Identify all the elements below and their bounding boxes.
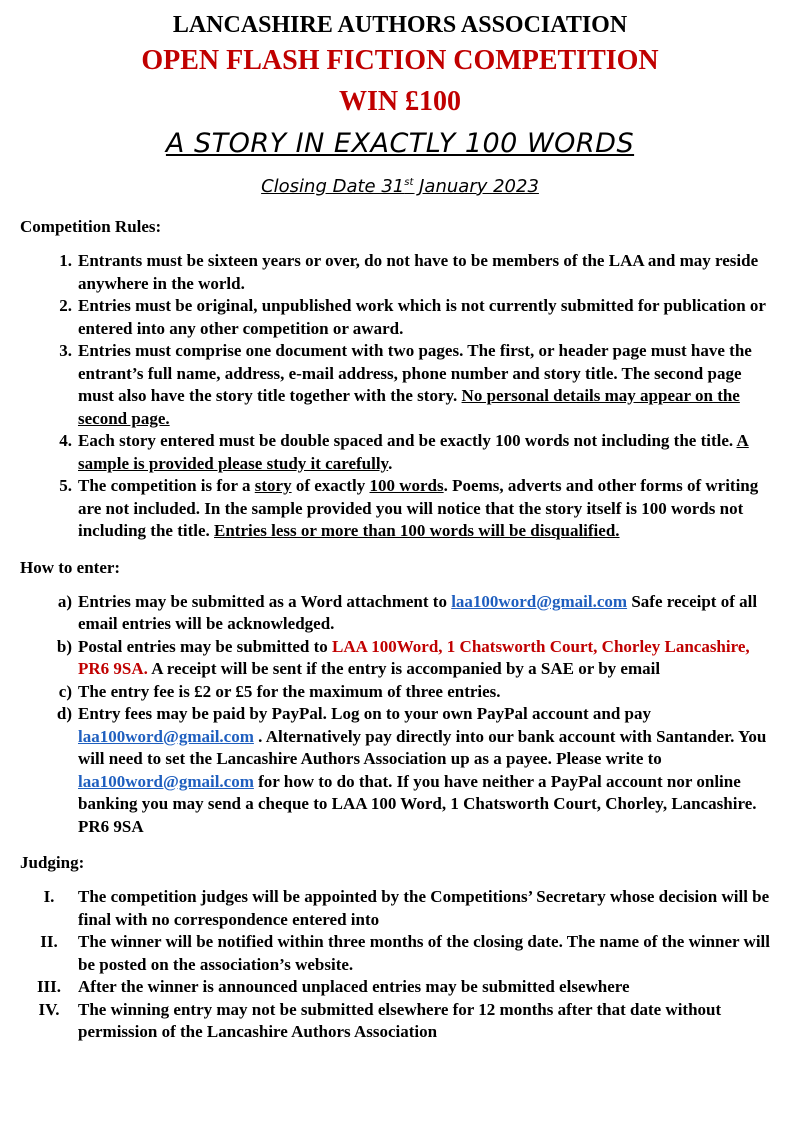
rules-heading: Competition Rules:	[20, 217, 162, 236]
text-run: for how to do that. If you have neither a PayPal account nor online banking you may send a cheque to LAA 100 Word, 1 Chatsworth Court, Chorley, Lancashire. PR6 9SA	[78, 771, 757, 836]
rules-list	[20, 250, 780, 543]
list-text	[78, 250, 780, 295]
text-run: The entry fee is £2 or £5 for the maximum of three entries.	[78, 681, 501, 701]
enter-heading: How to enter:	[20, 557, 121, 577]
underlined-text: No personal details may appear on the second page.	[78, 386, 740, 428]
list-marker: 2.	[59, 296, 72, 315]
list-text	[78, 430, 780, 475]
list-marker: a)	[57, 591, 72, 611]
list-marker: c)	[58, 681, 72, 701]
list-item	[20, 636, 780, 681]
text-run: Postal entries may be submitted to	[78, 636, 333, 656]
text-run: Entries may be submitted as a Word attachment to	[78, 591, 452, 611]
list-marker: 4.	[59, 431, 72, 450]
list-text	[78, 931, 780, 976]
list-item	[20, 475, 780, 543]
list-marker: b)	[56, 636, 72, 656]
list-text	[78, 636, 780, 681]
underlined-text: 100 words	[369, 476, 444, 495]
list-text	[78, 681, 780, 704]
list-marker: I.	[43, 887, 55, 906]
list-marker: 3.	[59, 341, 72, 360]
list-item	[20, 999, 780, 1044]
text-run: of exactly	[291, 476, 370, 495]
text-run: Entry fees may be paid by PayPal. Log on to your own PayPal account and pay	[78, 704, 652, 723]
text-run: The winner will be notified within three months of the closing date. The name of the winner will be posted on the association’s website.	[78, 932, 770, 974]
list-text	[78, 475, 780, 543]
postal-address: LAA 100Word, 1 Chatsworth Court, Chorley Lancashire, PR6 9SA.	[78, 636, 750, 678]
text-run: After the winner is announced unplaced entries may be submitted elsewhere	[78, 977, 630, 996]
text-run: The competition is for a	[78, 476, 255, 495]
tagline: A STORY IN EXACTLY 100 WORDS	[165, 128, 635, 159]
competition-title: OPEN FLASH FICTION COMPETITION	[141, 45, 659, 76]
text-run: Entrants must be sixteen years or over, do not have to be members of the LAA and may reside anywhere in the world.	[78, 251, 759, 293]
list-text	[78, 340, 780, 430]
email-link[interactable]: laa100word@gmail.com	[451, 591, 628, 611]
judging-heading: Judging:	[20, 853, 85, 872]
closing-suffix: January 2023	[413, 176, 539, 197]
text-run: . Poems, adverts and other forms of writing are not included. In the sample provided you will notice that the story itself is 100 words not including the title.	[78, 476, 759, 540]
list-item	[20, 931, 780, 976]
list-item	[20, 591, 780, 636]
list-marker: 1.	[59, 251, 72, 270]
list-item	[20, 886, 780, 931]
list-item	[20, 976, 780, 999]
list-item	[20, 681, 780, 704]
text-run: Entries must comprise one document with two pages. The first, or header page must have the entrant’s full name, address, e-mail address, phone number and story title. The second page must also have the story title together with the story.	[78, 341, 752, 405]
closing-sup: st	[404, 177, 414, 188]
underlined-text: A sample is provided please study it carefully	[78, 431, 749, 473]
org-name: LANCASHIRE AUTHORS ASSOCIATION	[172, 12, 628, 38]
list-item	[20, 703, 780, 838]
list-marker: d)	[56, 704, 72, 723]
email-link[interactable]: laa100word@gmail.com	[78, 726, 254, 746]
list-item	[20, 340, 780, 430]
list-marker: III.	[36, 977, 62, 996]
list-marker: 5.	[59, 476, 72, 495]
judging-list	[20, 886, 780, 1044]
list-text	[78, 999, 780, 1044]
text-run: Each story entered must be double spaced and be exactly 100 words not including the title.	[78, 431, 737, 450]
list-text	[78, 591, 780, 636]
text-run: The competition judges will be appointed by the Competitions’ Secretary whose decision will be final with no correspondence entered into	[78, 887, 770, 929]
list-text	[78, 976, 780, 999]
text-run: Safe receipt of all email entries will be acknowledged.	[78, 591, 758, 633]
text-run: A receipt will be sent if the entry is accompanied by a SAE or by email	[147, 659, 661, 678]
list-marker: II.	[40, 932, 58, 951]
text-run: The winning entry may not be submitted elsewhere for 12 months after that date without permission of the Lancashire Authors Association	[78, 999, 722, 1041]
list-text	[78, 886, 780, 931]
closing-prefix: Closing Date 31	[261, 176, 405, 197]
prize-line: WIN £100	[338, 86, 462, 117]
list-marker: IV.	[38, 999, 60, 1019]
underlined-text: Entries less or more than 100 words will be disqualified.	[214, 521, 620, 540]
list-item	[20, 250, 780, 295]
text-run: . Alternatively pay directly into our bank account with Santander. You will need to set the Lancashire Authors Association up as a payee. Please write to	[78, 726, 767, 768]
list-item	[20, 430, 780, 475]
list-text	[78, 295, 780, 340]
enter-list	[20, 591, 780, 839]
closing-date	[20, 168, 780, 202]
list-item	[20, 295, 780, 340]
text-run: Entries must be original, unpublished work which is not currently submitted for publication or entered into any other competition or award.	[78, 296, 766, 338]
list-text	[78, 703, 780, 838]
text-run: .	[388, 453, 393, 473]
email-link[interactable]: laa100word@gmail.com	[78, 771, 254, 791]
underlined-text: story	[254, 476, 292, 495]
